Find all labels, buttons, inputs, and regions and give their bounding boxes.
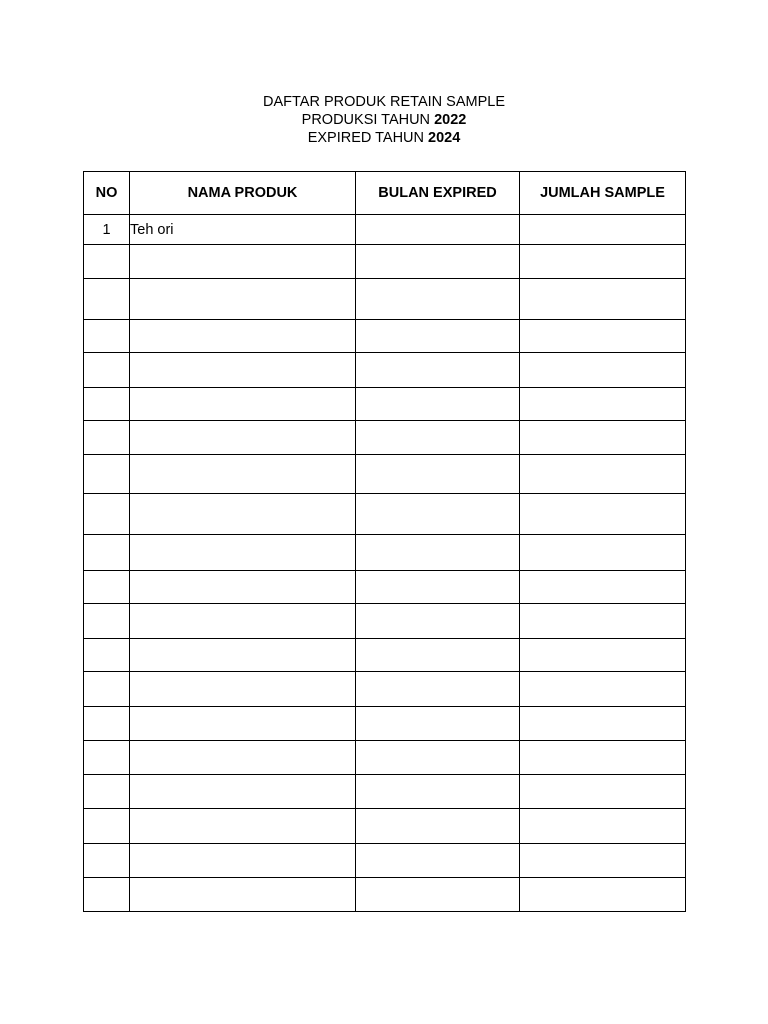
table-row xyxy=(84,639,686,672)
product-name-cell[interactable] xyxy=(130,844,356,878)
expired-month-cell[interactable] xyxy=(356,215,520,245)
table-row xyxy=(84,878,686,912)
expired-month-cell[interactable] xyxy=(356,639,520,672)
no-cell[interactable] xyxy=(84,353,130,388)
title-line-3 xyxy=(0,129,768,147)
column-header-jumlah-sample: JUMLAH SAMPLE xyxy=(520,172,686,215)
sample-count-cell[interactable] xyxy=(520,639,686,672)
sample-count-cell[interactable] xyxy=(520,707,686,741)
no-cell[interactable] xyxy=(84,741,130,775)
no-cell[interactable] xyxy=(84,809,130,844)
table-row xyxy=(84,245,686,279)
table-header xyxy=(84,172,686,215)
expired-month-cell[interactable] xyxy=(356,455,520,494)
table-row xyxy=(84,741,686,775)
column-header-no: NO xyxy=(84,172,130,215)
title-line-1: DAFTAR PRODUK RETAIN SAMPLE xyxy=(263,94,505,110)
product-name-cell[interactable] xyxy=(130,388,356,421)
sample-count-cell[interactable] xyxy=(520,279,686,320)
product-name-cell[interactable] xyxy=(130,494,356,535)
product-name-cell[interactable] xyxy=(130,878,356,912)
header-row xyxy=(84,172,686,215)
no-cell[interactable] xyxy=(84,878,130,912)
table-row xyxy=(84,844,686,878)
sample-count-cell[interactable] xyxy=(520,604,686,639)
product-name-cell[interactable] xyxy=(130,809,356,844)
no-cell[interactable] xyxy=(84,455,130,494)
expired-month-cell[interactable] xyxy=(356,741,520,775)
sample-count-cell[interactable] xyxy=(520,741,686,775)
sample-count-cell[interactable] xyxy=(520,353,686,388)
expired-month-cell[interactable] xyxy=(356,245,520,279)
no-cell[interactable] xyxy=(84,639,130,672)
sample-count-cell[interactable] xyxy=(520,844,686,878)
product-name-cell[interactable] xyxy=(130,279,356,320)
table-row xyxy=(84,421,686,455)
product-name-cell[interactable]: Teh ori xyxy=(130,215,356,245)
sample-count-cell[interactable] xyxy=(520,421,686,455)
product-name-cell[interactable] xyxy=(130,571,356,604)
no-cell[interactable] xyxy=(84,279,130,320)
expired-month-cell[interactable] xyxy=(356,707,520,741)
column-header-nama-produk: NAMA PRODUK xyxy=(130,172,356,215)
product-name-cell[interactable] xyxy=(130,245,356,279)
sample-count-cell[interactable] xyxy=(520,215,686,245)
no-cell[interactable] xyxy=(84,388,130,421)
no-cell[interactable] xyxy=(84,672,130,707)
table-row xyxy=(84,215,686,245)
expired-month-cell[interactable] xyxy=(356,878,520,912)
table-row xyxy=(84,775,686,809)
sample-count-cell[interactable] xyxy=(520,672,686,707)
table-row xyxy=(84,455,686,494)
product-name-cell[interactable] xyxy=(130,741,356,775)
expired-month-cell[interactable] xyxy=(356,353,520,388)
expired-year: 2024 xyxy=(428,130,461,146)
product-name-cell[interactable] xyxy=(130,535,356,571)
expired-month-cell[interactable] xyxy=(356,494,520,535)
title-line-2 xyxy=(0,111,768,129)
sample-count-cell[interactable] xyxy=(520,775,686,809)
table-row xyxy=(84,535,686,571)
expired-month-cell[interactable] xyxy=(356,672,520,707)
expired-month-cell[interactable] xyxy=(356,388,520,421)
table-row xyxy=(84,707,686,741)
no-cell[interactable] xyxy=(84,421,130,455)
no-cell[interactable] xyxy=(84,844,130,878)
no-cell[interactable] xyxy=(84,535,130,571)
product-name-cell[interactable] xyxy=(130,421,356,455)
table-row xyxy=(84,279,686,320)
document-title xyxy=(0,93,768,147)
column-header-bulan-expired: BULAN EXPIRED xyxy=(356,172,520,215)
table-row xyxy=(84,320,686,353)
product-name-cell[interactable] xyxy=(130,604,356,639)
table-row xyxy=(84,672,686,707)
product-name-cell[interactable] xyxy=(130,639,356,672)
table-row xyxy=(84,388,686,421)
table-body xyxy=(84,215,686,912)
sample-count-cell[interactable] xyxy=(520,571,686,604)
sample-count-cell[interactable] xyxy=(520,245,686,279)
expired-month-cell[interactable] xyxy=(356,279,520,320)
product-name-cell[interactable] xyxy=(130,672,356,707)
sample-count-cell[interactable] xyxy=(520,494,686,535)
no-cell[interactable] xyxy=(84,571,130,604)
no-cell[interactable] xyxy=(84,320,130,353)
table-row xyxy=(84,571,686,604)
product-name-cell[interactable] xyxy=(130,707,356,741)
product-name-cell[interactable] xyxy=(130,353,356,388)
product-name-cell[interactable] xyxy=(130,775,356,809)
expired-month-cell[interactable] xyxy=(356,421,520,455)
sample-count-cell[interactable] xyxy=(520,809,686,844)
no-cell[interactable]: 1 xyxy=(84,215,130,245)
table-row xyxy=(84,353,686,388)
sample-count-cell[interactable] xyxy=(520,878,686,912)
no-cell[interactable] xyxy=(84,707,130,741)
expired-month-cell[interactable] xyxy=(356,571,520,604)
sample-count-cell[interactable] xyxy=(520,455,686,494)
expired-month-cell[interactable] xyxy=(356,775,520,809)
expired-month-cell[interactable] xyxy=(356,844,520,878)
sample-count-cell[interactable] xyxy=(520,388,686,421)
production-year-label: PRODUKSI TAHUN xyxy=(301,112,435,128)
expired-month-cell[interactable] xyxy=(356,604,520,639)
sample-count-cell[interactable] xyxy=(520,320,686,353)
no-cell[interactable] xyxy=(84,494,130,535)
no-cell[interactable] xyxy=(84,245,130,279)
expired-month-cell[interactable] xyxy=(356,320,520,353)
product-name-cell[interactable] xyxy=(130,320,356,353)
expired-year-label: EXPIRED TAHUN xyxy=(307,130,429,146)
table-row xyxy=(84,494,686,535)
product-name-cell[interactable] xyxy=(130,455,356,494)
table-row xyxy=(84,809,686,844)
production-year: 2022 xyxy=(434,112,467,128)
expired-month-cell[interactable] xyxy=(356,535,520,571)
no-cell[interactable] xyxy=(84,775,130,809)
table-row xyxy=(84,604,686,639)
expired-month-cell[interactable] xyxy=(356,809,520,844)
sample-count-cell[interactable] xyxy=(520,535,686,571)
retain-sample-table xyxy=(83,171,686,912)
no-cell[interactable] xyxy=(84,604,130,639)
